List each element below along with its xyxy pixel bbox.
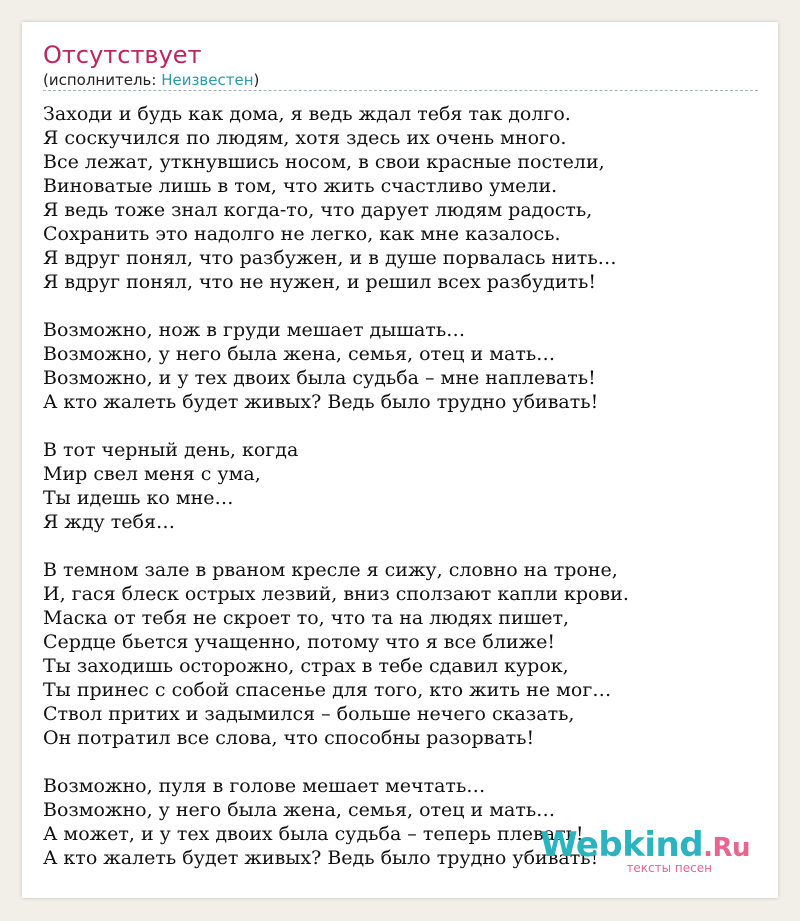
- lyric-line: Ты принес с собой спасенье для того, кто жить не мог…: [43, 679, 612, 701]
- lyric-line: Возможно, и у тех двоих была судьба – мне наплевать!: [43, 367, 596, 389]
- lyric-line: Мир свел меня с ума,: [43, 463, 261, 485]
- lyric-line: А кто жалеть будет живых? Ведь было трудно убивать!: [43, 847, 599, 869]
- lyric-line: В тот черный день, когда: [43, 439, 299, 461]
- lyric-line: Он потратил все слова, что способны разорвать!: [43, 727, 535, 749]
- logo-tld: .Ru: [703, 833, 750, 863]
- lyric-line: Я соскучился по людям, хотя здесь их очень много.: [43, 127, 567, 149]
- lyric-line: Возможно, у него была жена, семья, отец и мать…: [43, 799, 556, 821]
- lyric-line: Возможно, у него была жена, семья, отец и мать…: [43, 343, 556, 365]
- lyric-line: Я ведь тоже знал когда-то, что дарует людям радость,: [43, 199, 593, 221]
- lyric-line: Я вдруг понял, что разбужен, и в душе порвалась нить…: [43, 247, 617, 269]
- lyric-line: В темном зале в рваном кресле я сижу, словно на троне,: [43, 559, 618, 581]
- lyric-line: Виноватые лишь в том, что жить счастливо умели.: [43, 175, 558, 197]
- stanza: [43, 558, 773, 750]
- lyric-line: Сохранить это надолго не легко, как мне казалось.: [43, 223, 561, 245]
- lyric-line: Ствол притих и задымился – больше нечего сказать,: [43, 703, 575, 725]
- lyrics-text: [43, 102, 773, 894]
- lyric-line: Ты заходишь осторожно, страх в тебе сдавил курок,: [43, 655, 569, 677]
- webkind-logo: [540, 827, 750, 874]
- lyrics-card: [22, 22, 778, 898]
- lyric-line: Возможно, пуля в голове мешает мечтать…: [43, 775, 486, 797]
- lyric-line: Заходи и будь как дома, я ведь ждал тебя так долго.: [43, 103, 571, 125]
- logo-tagline: тексты песен: [626, 861, 712, 875]
- lyric-line: Маска от тебя не скроет то, что та на людях пишет,: [43, 607, 570, 629]
- stanza: [43, 102, 773, 294]
- artist-link[interactable]: Неизвестен: [161, 71, 254, 89]
- stanza: [43, 438, 773, 534]
- lyric-line: Я вдруг понял, что не нужен, и решил всех разбудить!: [43, 271, 597, 293]
- lyric-line: Все лежат, уткнувшись носом, в свои красные постели,: [43, 151, 605, 173]
- lyric-line: А кто жалеть будет живых? Ведь было трудно убивать!: [43, 391, 599, 413]
- lyric-line: Я жду тебя…: [43, 511, 175, 533]
- lyric-line: А может, и у тех двоих была судьба – теперь плевать!: [43, 823, 584, 845]
- logo-brand: Webkind: [540, 825, 704, 865]
- stanza: [43, 318, 773, 414]
- artist-suffix: ): [253, 71, 260, 89]
- lyric-line: Возможно, нож в груди мешает дышать…: [43, 319, 466, 341]
- lyric-line: И, гася блеск острых лезвий, вниз сползают капли крови.: [43, 583, 629, 605]
- lyric-line: Сердце бьется учащенно, потому что я все ближе!: [43, 631, 555, 653]
- lyric-line: Ты идешь ко мне…: [43, 487, 234, 509]
- artist-prefix: (исполнитель:: [43, 71, 162, 89]
- artist-line: [43, 71, 259, 89]
- header-divider: [43, 90, 758, 91]
- song-title: Отсутствует: [43, 41, 202, 69]
